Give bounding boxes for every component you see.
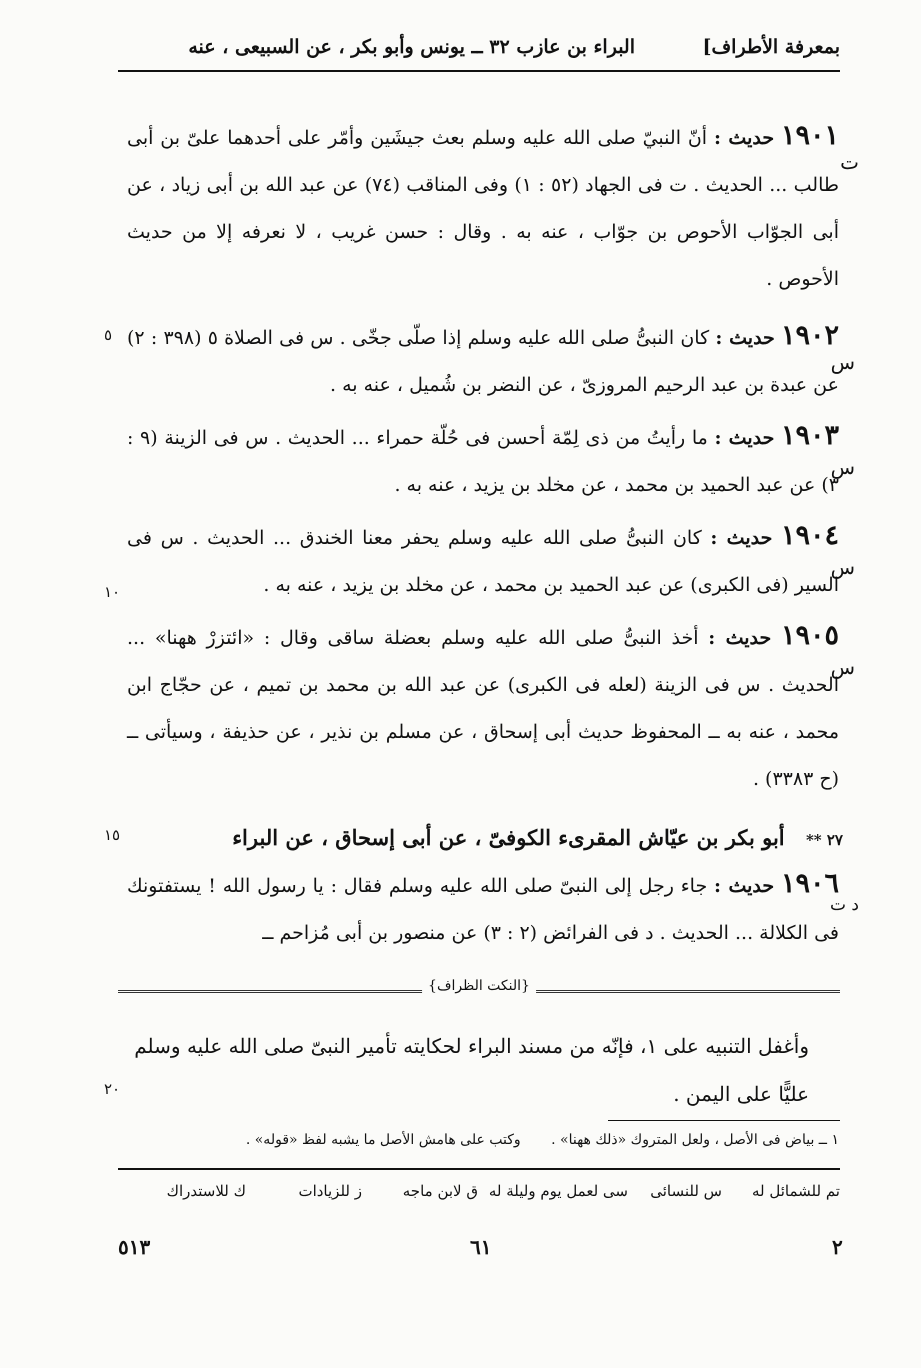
- footnote-part: ١ ــ بياض فى الأصل ، ولعل المتروك «ذلك ههنا» .: [551, 1132, 839, 1148]
- footnote-rule: [608, 1120, 840, 1121]
- source-siglum: د ت: [830, 895, 859, 915]
- hadith-keyword: حديث :: [710, 527, 773, 549]
- hadith-number: ١٩٠٥: [781, 620, 840, 651]
- hadith-1903: [127, 412, 839, 509]
- hadith-number: ١٩٠٣: [780, 420, 839, 451]
- legend-item: ك للاستدراك: [166, 1182, 246, 1200]
- legend-item: ز للزيادات: [298, 1182, 362, 1200]
- hadith-1901: [127, 112, 839, 303]
- hadith-text: أخذ النبىُّ صلى الله عليه وسلم بعضلة ساقى وقال : «ائتزرْ ههنا» ... الحديث . س فى الزينة (لعله فى الكبرى) عن عبد الله بن محمد بن تميم ، عن حجّاج ابن محمد ، عنه به ــ المحفوظ حديث أبى إسحاق ، عن مسلم بن نذير ، عن حذيفة ، وسيأتى ــ (ح ٣٣٨٣) .: [127, 627, 839, 790]
- hadith-number: ١٩٠٦: [780, 868, 839, 899]
- hadith-1906: [127, 860, 839, 957]
- line-number: ١٥: [104, 826, 121, 844]
- footer-total-page: ٥١٣: [118, 1235, 151, 1259]
- hadith-text: جاء رجل إلى النبىّ صلى الله عليه وسلم فقال : يا رسول الله ! يستفتونك فى الكلالة ... الحديث . د فى الفرائض (٢ : ٣) عن منصور بن أبى مُزاحم ــ: [127, 875, 839, 944]
- source-siglum: س: [830, 555, 855, 579]
- hadith-number: ١٩٠٤: [780, 520, 839, 551]
- section-title: أبو بكر بن عيّاش المقرىء الكوفىّ ، عن أبى إسحاق ، عن البراء: [232, 825, 785, 850]
- hadith-text: كان النبىُّ صلى الله عليه وسلم يحفر معنا الخندق ... الحديث . س فى السير (فى الكبرى) عن عبد الحميد بن محمد ، عن مخلد بن يزيد ، عنه به .: [127, 527, 839, 596]
- section-heading-27: [121, 818, 843, 860]
- hadith-text: ما رأيتُ من ذى لِمّة أحسن فى حُلّة حمراء ... الحديث . س فى الزينة (٩ : ٣) عن عبد الحميد بن محمد ، عن مخلد بن يزيد ، عنه به .: [127, 427, 839, 496]
- header-center: البراء بن عازب ٣٢ ــ يونس وأبو بكر ، عن السبيعى ، عنه: [188, 36, 635, 58]
- legend-item: ق لابن ماجه: [402, 1182, 478, 1200]
- header-right: بمعرفة الأطراف]: [702, 36, 840, 58]
- hadith-keyword: حديث :: [714, 427, 775, 449]
- hadith-keyword: حديث :: [708, 627, 772, 649]
- line-number: ٢٠: [104, 1080, 121, 1098]
- footnote: [109, 1132, 839, 1148]
- hadith-1902: [127, 312, 839, 409]
- legend-rule: [118, 1168, 840, 1170]
- source-siglum: س: [830, 350, 855, 374]
- separator-label: {النكت الظراف}: [422, 978, 536, 994]
- source-siglum: س: [830, 655, 855, 679]
- footer-volume: ٢: [832, 1235, 843, 1259]
- hadith-number: ١٩٠٢: [781, 320, 840, 351]
- section-separator: [118, 980, 840, 1002]
- legend-item: تم للشمائل له: [751, 1182, 840, 1200]
- hadith-keyword: حديث :: [714, 875, 775, 897]
- line-number: ٥: [104, 326, 113, 344]
- hadith-text: كان النبىُّ صلى الله عليه وسلم إذا صلّى جخّى . س فى الصلاة ٥ (٣٩٨ : ٢) عن عبدة بن عبد الرحيم المروزىّ ، عن النضر بن شُميل ، عنه به .: [127, 327, 839, 396]
- running-header: [118, 28, 840, 68]
- hadith-number: ١٩٠١: [780, 120, 839, 151]
- hadith-keyword: حديث :: [713, 127, 775, 149]
- hadith-text: أنّ النبيّ صلى الله عليه وسلم بعث جيشَين وأمّر على أحدهما علىّ بن أبى طالب ... الحديث . ت فى الجهاد (٥٢ : ١) وفى المناقب (٧٤) عن عبد الله بن أبى زياد ، عن أبى الجوّاب الأحوص بن جوّاب ، عنه به . وقال : حسن غريب ، لا نعرفه إلا من حديث الأحوص .: [127, 127, 840, 290]
- source-siglum: س: [830, 455, 855, 479]
- hadith-keyword: حديث :: [715, 327, 775, 349]
- hadith-1904: [127, 512, 839, 609]
- source-siglum: ت: [840, 150, 859, 174]
- hadith-1905: [127, 612, 839, 803]
- legend-item: س للنسائى: [650, 1182, 722, 1200]
- legend-item: سى لعمل يوم وليلة له: [488, 1182, 628, 1200]
- section-number: ٢٧ **: [805, 831, 843, 849]
- footnote-part: وكتب على هامش الأصل ما يشبه لفظ «قوله» .: [245, 1132, 521, 1148]
- note-paragraph: وأغفل التنبيه على ١، فإنّه من مسند البراء لحكايته تأمير النبىّ صلى الله عليه وسلم عليًّا على اليمن .: [134, 1034, 809, 1106]
- footer-page-number: ٦١: [470, 1235, 492, 1259]
- line-number: ١٠: [104, 583, 121, 601]
- header-rule: [118, 70, 840, 72]
